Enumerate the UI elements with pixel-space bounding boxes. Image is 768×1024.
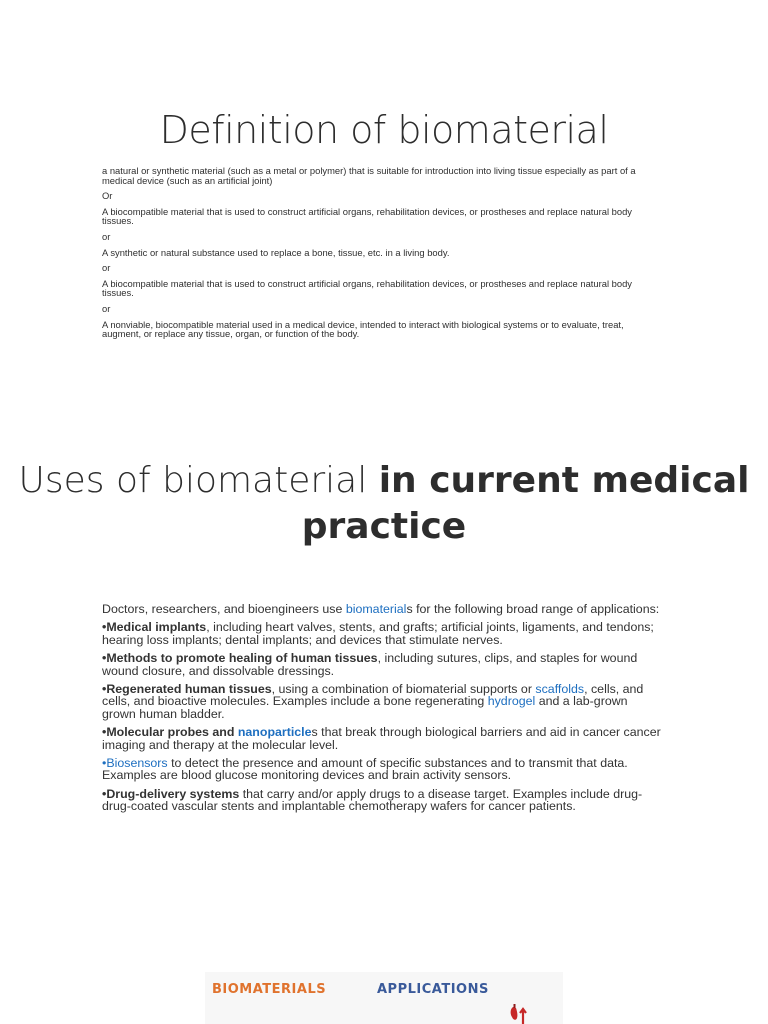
- definitions-list: [102, 166, 662, 345]
- organ-graphic-icon: [508, 1003, 530, 1024]
- uses-intro: [102, 603, 662, 615]
- item-text: , including heart valves, stents, and grafts; artificial joints, ligaments, and tendons; hearing loss implants; dental implants; and devices that stimulate nerves.: [102, 620, 654, 647]
- hydrogel-link[interactable]: hydrogel: [487, 694, 536, 709]
- page-title: Definition of biomaterial: [159, 108, 609, 152]
- item-heading: •Molecular probes and: [102, 725, 238, 740]
- definition-separator: or: [102, 302, 111, 314]
- list-item-regenerated: [102, 683, 662, 720]
- definition-separator: or: [102, 230, 111, 242]
- list-item-drug-delivery: [102, 788, 662, 813]
- biomaterials-label: BIOMATERIALS: [212, 982, 327, 997]
- scaffolds-link[interactable]: scaffolds: [535, 682, 585, 697]
- item-text: that carry and/or apply drugs to a disease target. Examples include drug-drug-coated vascular stents and implantable chemotherapy wafers for cancer patients.: [102, 786, 643, 814]
- intro-text-suffix: s for the following broad range of applications:: [406, 602, 660, 616]
- item-text: and a lab-grown grown human bladder.: [102, 694, 628, 721]
- item-text: s that break through biological barriers and aid in cancer cancer imaging and therapy at the molecular level.: [102, 725, 661, 752]
- list-item-healing: [102, 652, 662, 677]
- item-heading: •Methods to promote healing of human tissues: [102, 651, 378, 666]
- list-item-probes: [102, 726, 662, 751]
- item-heading: •Regenerated human tissues: [102, 682, 272, 697]
- nanoparticle-link[interactable]: nanoparticle: [237, 725, 312, 740]
- item-heading: •Drug-delivery systems: [102, 786, 240, 801]
- definition-separator: Or: [102, 190, 113, 202]
- definition-separator: or: [102, 262, 111, 274]
- definition-5: A nonviable, biocompatible material used in a medical device, intended to interact with biological systems or to evaluate, treat, augment, or replace any tissue, organ, or function of the body.: [102, 318, 624, 340]
- item-heading: •Medical implants: [102, 620, 207, 635]
- definition-2: A biocompatible material that is used to construct artificial organs, rehabilitation devices, or prostheses and replace natural body tissues.: [102, 205, 632, 227]
- item-text: , using a combination of biomaterial supports or: [271, 682, 536, 697]
- biomaterial-link[interactable]: biomaterial: [345, 602, 407, 616]
- definition-3: A synthetic or natural substance used to replace a bone, tissue, etc. in a living body.: [102, 246, 450, 258]
- item-text: , including sutures, clips, and staples for wound wound closure, and dissolvable dressings.: [102, 651, 638, 678]
- biosensors-link[interactable]: •Biosensors: [102, 756, 168, 771]
- list-item-implants: [102, 621, 662, 646]
- item-text: to detect the presence and amount of specific substances and to transmit that data. Examples are blood glucose monitoring devices and brain activity sensors.: [102, 756, 628, 783]
- item-text: , cells, and cells, and bioactive molecules. Examples include a bone regenerating: [102, 682, 644, 709]
- section-title: [0, 458, 768, 550]
- section-title-light: Uses of biomaterial: [18, 460, 379, 501]
- uses-list: [102, 603, 662, 819]
- applications-label: APPLICATIONS: [377, 982, 489, 997]
- intro-text: Doctors, researchers, and bioengineers use: [102, 602, 346, 616]
- section-title-bold: in current medical practice: [301, 460, 750, 547]
- list-item-biosensors: [102, 757, 662, 782]
- definition-4: A biocompatible material that is used to construct artificial organs, rehabilitation devices, or prostheses and replace natural body tissues.: [102, 277, 632, 299]
- definition-1: a natural or synthetic material (such as a metal or polymer) that is suitable for introduction into living tissue especially as part of a medical device (such as an artificial joint): [102, 165, 636, 186]
